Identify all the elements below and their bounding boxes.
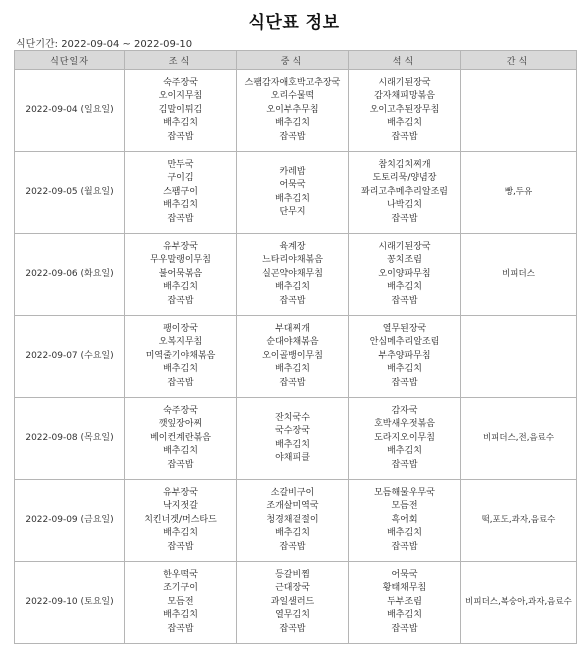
date-cell: 2022-09-09 (금요일) bbox=[15, 480, 125, 562]
header-snack: 간식 bbox=[461, 51, 577, 70]
menu-item: 유부장국 bbox=[163, 241, 198, 252]
date-cell: 2022-09-07 (수요일) bbox=[15, 316, 125, 398]
table-row bbox=[15, 70, 577, 152]
table-row bbox=[15, 398, 577, 480]
lunch-cell bbox=[237, 152, 349, 234]
menu-item: 잡곡밥 bbox=[391, 131, 418, 142]
menu-item: 잔치국수 bbox=[275, 412, 310, 423]
menu-item: 배추김치 bbox=[275, 193, 310, 204]
snack-cell: 비피더스,복숭아,과자,음료수 bbox=[461, 562, 577, 644]
menu-item: 배추김치 bbox=[275, 364, 310, 375]
menu-item: 어묵국 bbox=[391, 569, 418, 580]
menu-item: 잡곡밥 bbox=[167, 541, 194, 552]
menu-item: 잡곡밥 bbox=[279, 623, 306, 634]
menu-item: 느타리야채볶음 bbox=[262, 255, 323, 266]
menu-item: 배추김치 bbox=[275, 118, 310, 129]
table-row bbox=[15, 234, 577, 316]
date-cell: 2022-09-06 (화요일) bbox=[15, 234, 125, 316]
menu-item: 카레밥 bbox=[279, 166, 306, 177]
table-row bbox=[15, 480, 577, 562]
snack-cell: 떡,포도,과자,음료수 bbox=[461, 480, 577, 562]
menu-item: 열무김치 bbox=[275, 610, 310, 621]
menu-item: 조기구이 bbox=[163, 583, 198, 594]
breakfast-cell bbox=[125, 562, 237, 644]
menu-item: 근대장국 bbox=[275, 583, 310, 594]
menu-item: 무우말랭이무침 bbox=[150, 255, 211, 266]
menu-item: 두부조림 bbox=[387, 596, 422, 607]
table-body bbox=[15, 70, 577, 644]
menu-item: 잡곡밥 bbox=[279, 131, 306, 142]
menu-item: 잡곡밥 bbox=[279, 295, 306, 306]
dinner-cell bbox=[349, 316, 461, 398]
menu-item: 꽁치조림 bbox=[387, 255, 422, 266]
dinner-cell bbox=[349, 480, 461, 562]
menu-item: 잡곡밥 bbox=[167, 213, 194, 224]
menu-item: 모듬해물우무국 bbox=[374, 487, 435, 498]
menu-item: 호박새우젓볶음 bbox=[374, 419, 435, 430]
menu-item: 만두국 bbox=[167, 159, 194, 170]
menu-item: 잡곡밥 bbox=[167, 623, 194, 634]
date-cell: 2022-09-10 (토요일) bbox=[15, 562, 125, 644]
menu-item: 시래기된장국 bbox=[378, 77, 431, 88]
header-breakfast: 조식 bbox=[125, 51, 237, 70]
menu-item: 잡곡밥 bbox=[279, 541, 306, 552]
menu-item: 깻잎장아찌 bbox=[158, 419, 203, 430]
menu-item: 배추김치 bbox=[163, 364, 198, 375]
lunch-cell bbox=[237, 562, 349, 644]
menu-item: 오이지무침 bbox=[158, 91, 203, 102]
menu-item: 안심메추리알조림 bbox=[369, 337, 440, 348]
menu-item: 어묵국 bbox=[279, 180, 306, 190]
table-row bbox=[15, 152, 577, 234]
dinner-cell bbox=[349, 398, 461, 480]
menu-item: 조개살미역국 bbox=[266, 501, 319, 512]
menu-item: 미역줄기야채볶음 bbox=[145, 350, 216, 361]
menu-item: 오이골뱅이무침 bbox=[262, 350, 323, 361]
table-row bbox=[15, 562, 577, 644]
snack-cell: 비피더스,전,음료수 bbox=[461, 398, 577, 480]
menu-item: 오이고추된장무침 bbox=[369, 104, 440, 115]
menu-item: 잡곡밥 bbox=[167, 295, 194, 306]
menu-item: 잡곡밥 bbox=[167, 459, 194, 470]
snack-cell bbox=[461, 70, 577, 152]
menu-item: 잡곡밥 bbox=[391, 623, 418, 634]
menu-item: 잡곡밥 bbox=[391, 295, 418, 306]
menu-item: 꽈리고추메추리알조림 bbox=[361, 186, 448, 197]
meal-period: 식단기간: 2022-09-04 ~ 2022-09-10 bbox=[16, 39, 193, 50]
header-date: 식단일자 bbox=[15, 51, 125, 70]
dinner-cell bbox=[349, 70, 461, 152]
date-cell: 2022-09-05 (월요일) bbox=[15, 152, 125, 234]
menu-item: 부추양파무침 bbox=[378, 350, 431, 361]
menu-item: 치킨너겟/머스타드 bbox=[144, 514, 217, 525]
menu-item: 열무된장국 bbox=[382, 323, 427, 334]
date-cell: 2022-09-04 (일요일) bbox=[15, 70, 125, 152]
menu-item: 참치김치찌개 bbox=[378, 159, 431, 170]
menu-item: 청경채겉절이 bbox=[266, 514, 319, 525]
menu-item: 국수장국 bbox=[275, 426, 310, 436]
breakfast-cell bbox=[125, 152, 237, 234]
menu-item: 스팸구이 bbox=[163, 186, 198, 197]
menu-item: 배추김치 bbox=[163, 528, 198, 539]
menu-item: 잡곡밥 bbox=[391, 377, 418, 388]
menu-item: 배추김치 bbox=[387, 528, 422, 539]
menu-item: 잡곡밥 bbox=[279, 377, 306, 388]
lunch-cell bbox=[237, 234, 349, 316]
menu-item: 감자국 bbox=[391, 405, 418, 416]
menu-item: 부대찌개 bbox=[275, 323, 310, 334]
menu-item: 흑어회 bbox=[391, 514, 418, 525]
menu-item: 오리수물떡 bbox=[270, 91, 315, 102]
menu-item: 배추김치 bbox=[275, 282, 310, 293]
table-header-row bbox=[15, 51, 577, 70]
menu-item: 배추김치 bbox=[163, 118, 198, 129]
menu-item: 오이부추무침 bbox=[266, 104, 319, 115]
menu-item: 숙주장국 bbox=[163, 405, 198, 416]
snack-cell: 비피더스 bbox=[461, 234, 577, 316]
menu-item: 한우떡국 bbox=[163, 569, 198, 580]
dinner-cell bbox=[349, 234, 461, 316]
menu-item: 배추김치 bbox=[387, 446, 422, 457]
menu-item: 소갈비구이 bbox=[270, 487, 315, 498]
menu-item: 배추김치 bbox=[387, 610, 422, 621]
meal-table bbox=[14, 50, 577, 644]
menu-item: 감자채피망볶음 bbox=[374, 91, 435, 102]
menu-item: 야채피클 bbox=[275, 453, 310, 463]
dinner-cell bbox=[349, 562, 461, 644]
menu-item: 시래기된장국 bbox=[378, 241, 431, 252]
menu-item: 배추김치 bbox=[163, 610, 198, 621]
menu-item: 팽이장국 bbox=[163, 323, 198, 334]
menu-item: 배추김치 bbox=[275, 528, 310, 539]
header-dinner: 석식 bbox=[349, 51, 461, 70]
snack-cell: 빵,두유 bbox=[461, 152, 577, 234]
menu-item: 모듬전 bbox=[167, 596, 194, 607]
page-title: 식단표 정보 bbox=[248, 13, 340, 33]
menu-item: 과일샐러드 bbox=[270, 596, 315, 607]
menu-item: 오복지무침 bbox=[158, 337, 203, 348]
menu-item: 단무지 bbox=[279, 207, 306, 217]
date-cell: 2022-09-08 (목요일) bbox=[15, 398, 125, 480]
menu-item: 배추김치 bbox=[275, 439, 310, 450]
menu-item: 낙지젓갈 bbox=[163, 501, 198, 512]
menu-item: 잡곡밥 bbox=[391, 213, 418, 224]
menu-item: 유부장국 bbox=[163, 487, 198, 498]
menu-item: 불어묵볶음 bbox=[158, 268, 203, 279]
menu-item: 황태채무침 bbox=[382, 583, 427, 594]
lunch-cell bbox=[237, 316, 349, 398]
menu-item: 베이컨계란볶음 bbox=[150, 432, 211, 443]
menu-item: 배추김치 bbox=[387, 118, 422, 129]
menu-item: 육계장 bbox=[279, 241, 306, 252]
lunch-cell bbox=[237, 70, 349, 152]
lunch-cell bbox=[237, 480, 349, 562]
menu-item: 잡곡밥 bbox=[167, 131, 194, 142]
breakfast-cell bbox=[125, 316, 237, 398]
menu-item: 순대야채볶음 bbox=[266, 337, 319, 348]
snack-cell bbox=[461, 316, 577, 398]
header-lunch: 중식 bbox=[237, 51, 349, 70]
menu-item: 배추김치 bbox=[163, 200, 198, 211]
menu-item: 오이양파무침 bbox=[378, 268, 431, 279]
menu-item: 실곤약야채무침 bbox=[262, 268, 323, 279]
menu-item: 나박김치 bbox=[387, 200, 422, 211]
menu-item: 모듬전 bbox=[391, 501, 418, 512]
menu-item: 숙주장국 bbox=[163, 77, 198, 88]
breakfast-cell bbox=[125, 398, 237, 480]
menu-item: 잡곡밥 bbox=[391, 541, 418, 552]
breakfast-cell bbox=[125, 480, 237, 562]
menu-item: 배추김치 bbox=[163, 446, 198, 457]
menu-item: 잡곡밥 bbox=[167, 377, 194, 388]
menu-item: 배추김치 bbox=[387, 364, 422, 375]
breakfast-cell bbox=[125, 70, 237, 152]
lunch-cell bbox=[237, 398, 349, 480]
menu-item: 도라지오이무침 bbox=[374, 432, 435, 443]
table-row bbox=[15, 316, 577, 398]
menu-item: 잡곡밥 bbox=[391, 459, 418, 470]
menu-item: 배추김치 bbox=[387, 282, 422, 293]
menu-item: 김말이튀김 bbox=[158, 104, 203, 115]
dinner-cell bbox=[349, 152, 461, 234]
menu-item: 등갈비찜 bbox=[275, 569, 310, 580]
menu-item: 구이김 bbox=[167, 173, 194, 184]
menu-item: 배추김치 bbox=[163, 282, 198, 293]
menu-item: 도토리묵/양념장 bbox=[372, 173, 437, 184]
menu-item: 스팸감자애호박고추장국 bbox=[244, 77, 341, 88]
breakfast-cell bbox=[125, 234, 237, 316]
